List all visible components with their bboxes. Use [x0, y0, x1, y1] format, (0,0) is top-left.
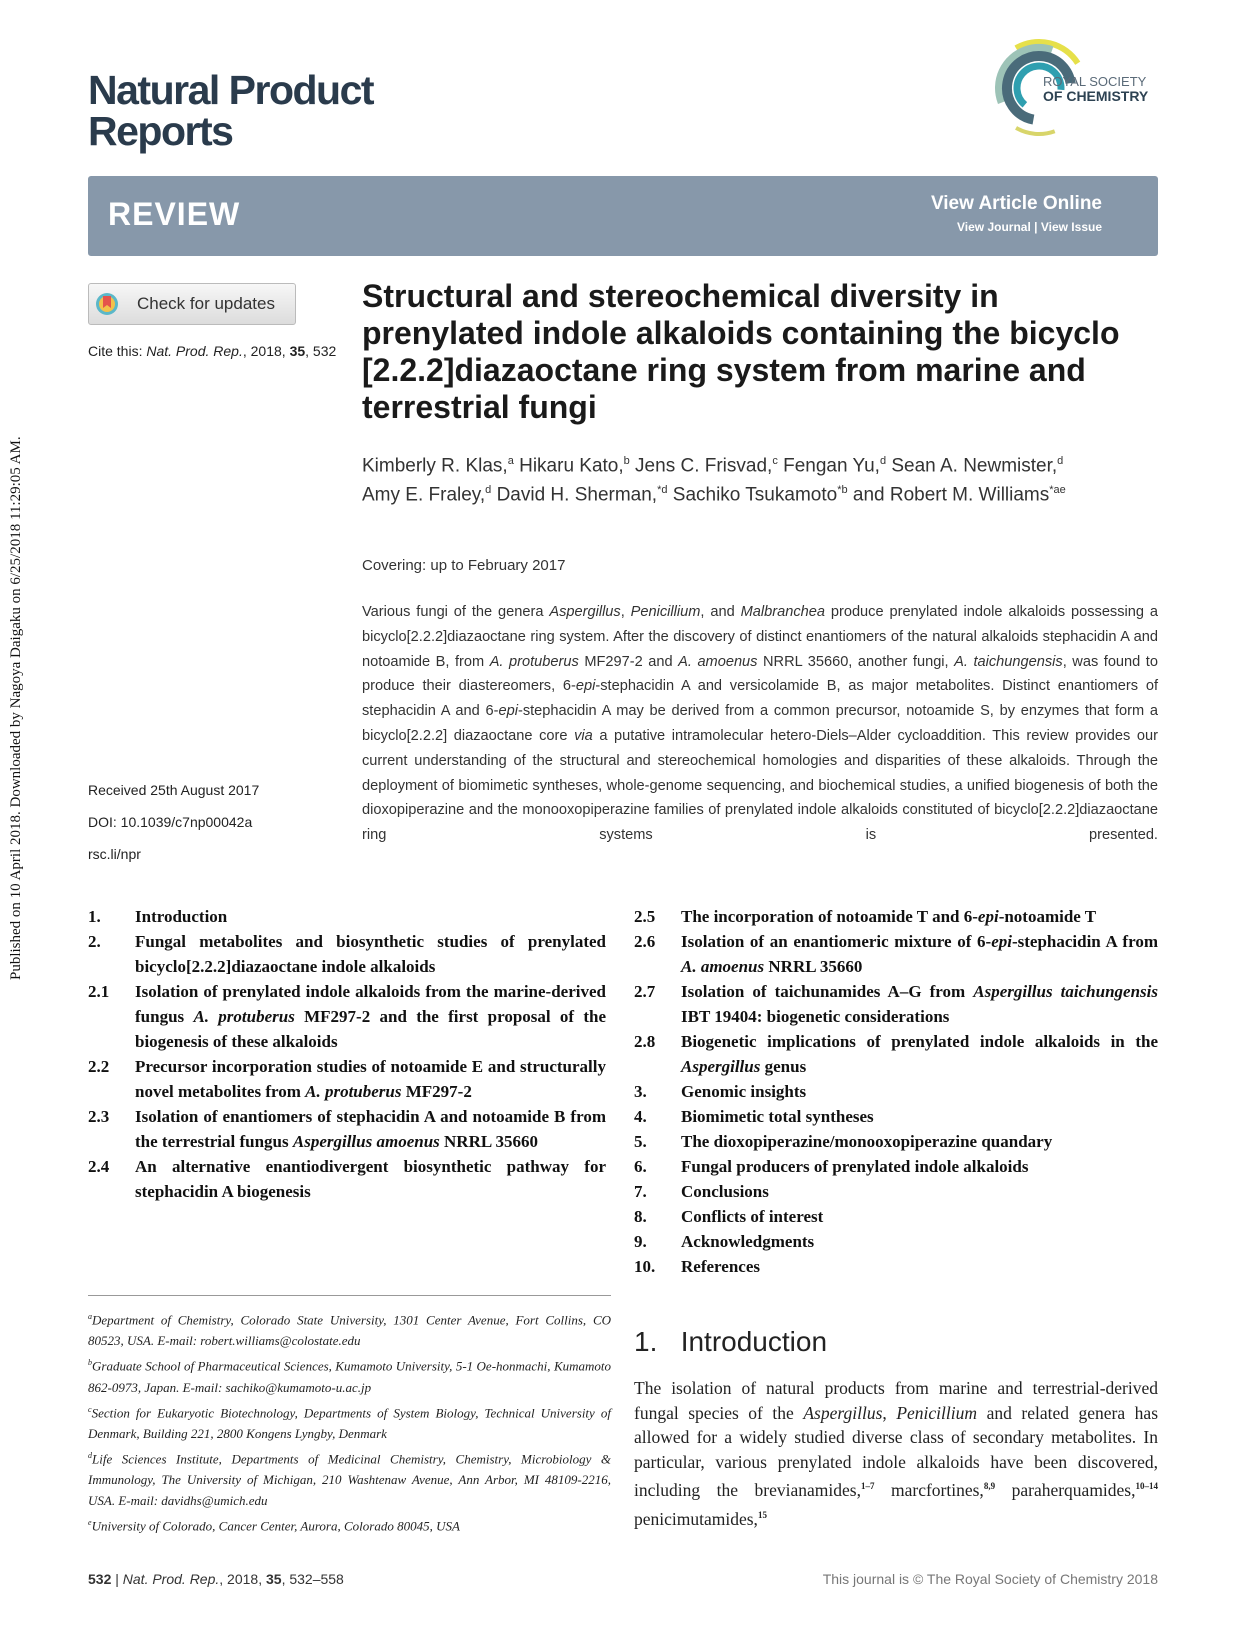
citation-ref[interactable]: 10–14: [1135, 1481, 1158, 1492]
rsc-short-link[interactable]: rsc.li/npr: [88, 846, 141, 862]
toc-item[interactable]: 2.6 Isolation of an enantiomeric mixture of 6-epi-stephacidin A from A. amoenus NRRL 35660: [634, 932, 1158, 976]
covering-note: Covering: up to February 2017: [362, 557, 566, 574]
toc-item[interactable]: 8. Conflicts of interest: [634, 1207, 824, 1226]
view-links: View Journal | View Issue: [956, 220, 1102, 234]
citation-ref[interactable]: 1–7: [860, 1481, 875, 1492]
journal-title: Natural Product Reports: [88, 67, 374, 154]
toc-item[interactable]: 10. References: [634, 1257, 760, 1276]
toc-item[interactable]: 7. Conclusions: [634, 1182, 769, 1201]
crossmark-icon: [95, 292, 119, 316]
toc-item[interactable]: 2.7 Isolation of taichunamides A–G from Aspergillus taichungensis IBT 19404: biogenetic considerations: [634, 982, 1158, 1026]
footer-citation: 532 | Nat. Prod. Rep., 2018, 35, 532–558: [88, 1571, 344, 1587]
abstract: [362, 600, 1158, 848]
toc-item[interactable]: 2.4 An alternative enantiodivergent biosynthetic pathway for stephacidin A biogenesis: [88, 1157, 606, 1201]
article-title: Structural and stereochemical diversity in prenylated indole alkaloids containing the bicyclo [2.2.2]diazaoctane ring system from marine and terrestrial fungi: [362, 278, 1120, 425]
review-banner: [88, 176, 1158, 256]
abstract-text: Various fungi of the genera Aspergillus, Penicillium, and Malbranchea produce prenylated indole alkaloids possessing a bicyclo[2.2.2]diazaoctane ring system. After the discovery of distinct enantiomers of the natural alkaloids stephacidin A and notoamide B, from A. protuberus MF297-2 and A. amoenus NRRL 35660, another fungi, A. taichungensis, was found to produce their diastereomers, 6-epi-stephacidin A and versicolamide B, as major metabolites. Distinct enantiomers of stephacidin A and 6-epi-stephacidin A may be derived from a common precursor, notoamide S, by enzymes that form a bicyclo[2.2.2] diazaoctane core via a putative intramolecular hetero-Diels–Alder cycloaddition. This review provides our current understanding of the structural and stereochemical homologies and disparities of these alkaloids. Through the deployment of biomimetic syntheses, whole-genome sequencing, and biochemical studies, a unified biogenesis of both the dioxopiperazine and the monooxopiperazine families of prenylated indole alkaloids constituted of bicyclo[2.2.2]diazaoctane ring systems is presented.: [362, 604, 1158, 844]
check-for-updates-button[interactable]: Check for updates: [88, 283, 296, 325]
affiliation: $^a$Department of Chemistry, Colorado State University, 1301 Center Avenue, Fort Collins, CO 80523, USA. E-mail: robert.williams@colostate.edu: [88, 1312, 611, 1349]
toc-right-column: [634, 904, 1158, 1279]
cite-this: Cite this: Nat. Prod. Rep., 2018, 35, 532: [88, 343, 337, 359]
toc-item[interactable]: 5. The dioxopiperazine/monooxopiperazine quandary: [634, 1132, 1053, 1151]
toc-item[interactable]: 6. Fungal producers of prenylated indole alkaloids: [634, 1157, 1029, 1176]
view-article-online-link[interactable]: View Article Online: [930, 193, 1102, 214]
affiliation: $^b$Graduate School of Pharmaceutical Sciences, Kumamoto University, 5-1 Oe-honmachi, Kumamoto 862-0973, Japan. E-mail: sachiko@kumamoto-u.ac.jp: [88, 1358, 611, 1395]
toc-item[interactable]: 2.2 Precursor incorporation studies of notoamide E and structurally novel metabolites from A. protuberus MF297-2: [88, 1057, 606, 1101]
citation-ref[interactable]: 8,9: [983, 1481, 996, 1492]
article-type: REVIEW: [108, 196, 241, 232]
view-journal-link[interactable]: View Journal: [956, 220, 1031, 234]
toc-item[interactable]: 2.5 The incorporation of notoamide T and 6-epi-notoamide T: [634, 907, 1097, 926]
rsc-logo-text: ROYAL SOCIETY OF CHEMISTRY: [1043, 74, 1149, 104]
toc-item[interactable]: 2. Fungal metabolites and biosynthetic studies of prenylated bicyclo[2.2.2]diazaoctane indole alkaloids: [88, 932, 606, 976]
footnote-divider: [88, 1295, 611, 1296]
doi[interactable]: DOI: 10.1039/c7np00042a: [88, 814, 253, 830]
toc-item[interactable]: 2.3 Isolation of enantiomers of stephacidin A and notoamide B from the terrestrial fungus Aspergillus amoenus NRRL 35660: [88, 1107, 606, 1151]
toc-item[interactable]: 1. Introduction: [88, 907, 228, 926]
author-list: Kimberly R. Klas,$^a$ Hikaru Kato,$^b$ Jens C. Frisvad,$^c$ Fengan Yu,$^d$ Sean A. Newmister,$^d$ Amy E. Fraley,$^d$ David H. Sherman,$^{*d}$ Sachiko Tsukamoto$^{*b}$ and Robert M. Williams$^{*ae}$: [362, 455, 1066, 506]
view-issue-link[interactable]: View Issue: [1040, 220, 1102, 234]
toc-item[interactable]: 2.1 Isolation of prenylated indole alkaloids from the marine-derived fungus A. protuberus MF297-2 and the first proposal of the biogenesis of these alkaloids: [88, 982, 607, 1051]
citation-ref[interactable]: 15: [757, 1509, 767, 1520]
received-date: Received 25th August 2017: [88, 782, 260, 798]
toc-left-column: [88, 904, 606, 1204]
introduction-paragraph: The isolation of natural products from marine and terrestrial-derived fungal species of the Aspergillus, Penicillium and related genera has allowed for a widely studied diverse class of secondary metabolites. In particular, various prenylated indole alkaloids have been discovered, including the brevianamides,$^{1-7}$ marcfortines,$^{8,9}$ paraherquamides,$^{10-14}$ penicimutamides,$^{15}$: [634, 1378, 1158, 1529]
rsc-logo: [985, 34, 1160, 142]
section-heading-introduction: 1. Introduction: [634, 1326, 828, 1357]
footer-copyright: This journal is © The Royal Society of Chemistry 2018: [822, 1571, 1158, 1587]
toc-item[interactable]: 3. Genomic insights: [634, 1082, 807, 1101]
toc-item[interactable]: 4. Biomimetic total syntheses: [634, 1107, 874, 1126]
affiliation: $^c$Section for Eukaryotic Biotechnology, Departments of System Biology, Technical University of Denmark, Building 221, 2800 Kongens Lyngby, Denmark: [88, 1404, 611, 1441]
toc-item[interactable]: 9. Acknowledgments: [634, 1232, 815, 1251]
affiliations: [88, 1306, 611, 1538]
affiliation: $^e$University of Colorado, Cancer Center, Aurora, Colorado 80045, USA: [88, 1518, 460, 1534]
toc-item[interactable]: 2.8 Biogenetic implications of prenylated indole alkaloids in the Aspergillus genus: [634, 1032, 1158, 1076]
affiliation: $^d$Life Sciences Institute, Departments of Medicinal Chemistry, Chemistry, Microbiology & Immunology, The University of Michigan, 210 Washtenaw Avenue, Ann Arbor, MI 48109-2216, USA. E-mail: davidhs@umich.edu: [88, 1450, 611, 1509]
